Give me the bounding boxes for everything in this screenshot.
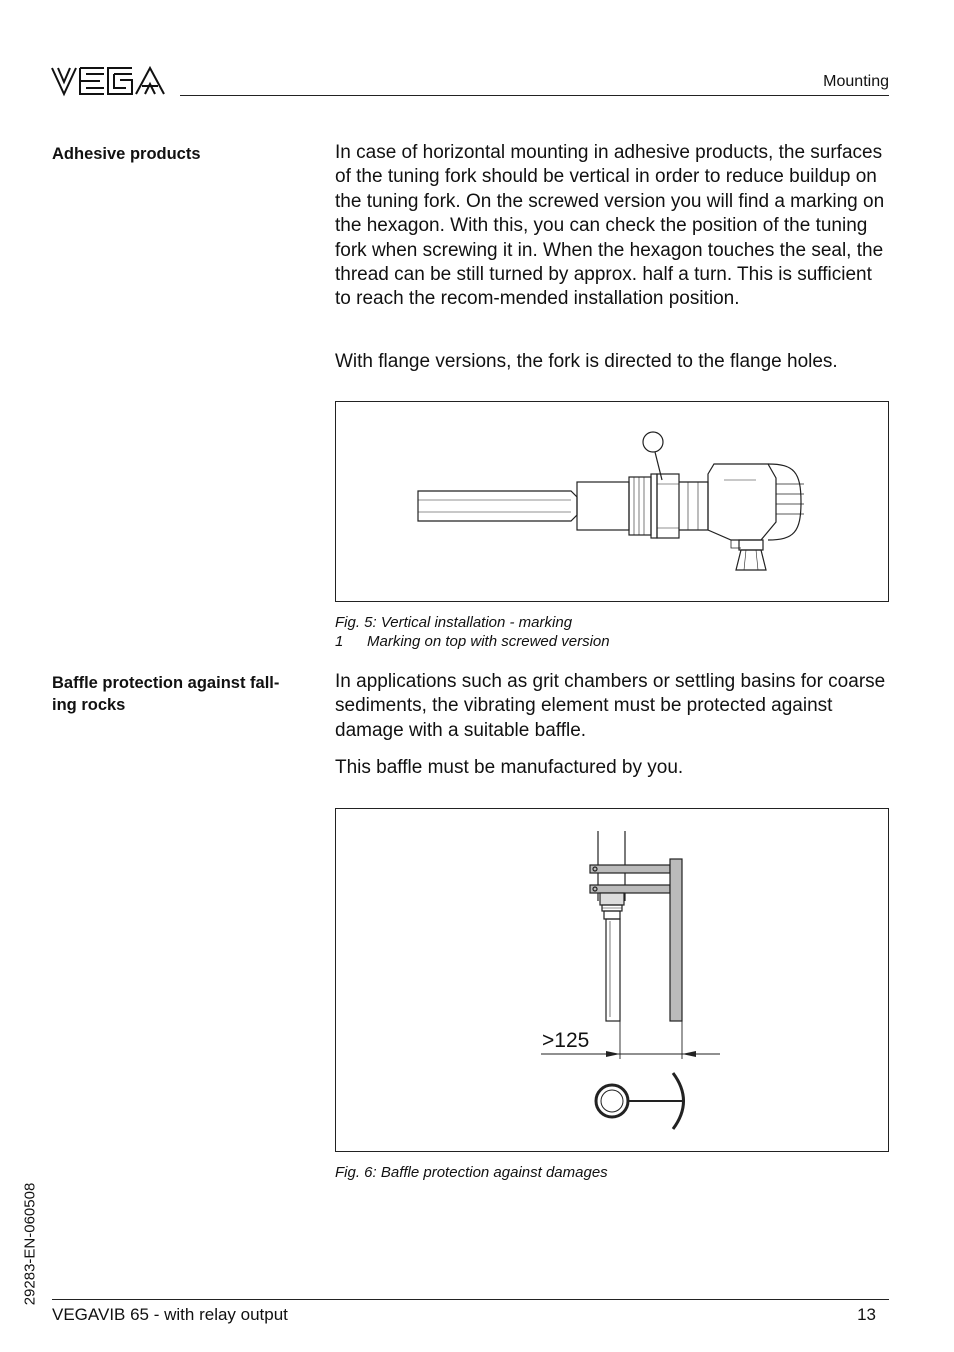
legend-text: Marking on top with screwed version: [367, 633, 610, 650]
section-heading-adhesive: Adhesive products: [52, 145, 201, 163]
footer-rule: [52, 1299, 889, 1300]
baffle-paragraph-1: In applications such as grit chambers or settling basins for coarse sediments, the vibrating element must be protected against damage with a suitable baffle.: [335, 671, 886, 741]
section-heading-baffle: [52, 672, 312, 716]
figure-5-caption: Fig. 5: Vertical installation - marking: [335, 614, 573, 631]
figure-5-frame: [335, 401, 889, 602]
vega-logo: [50, 64, 168, 98]
adhesive-paragraph-1: In case of horizontal mounting in adhesive products, the surfaces of the tuning fork should be vertical in order to reduce buildup on the tuning fork. On the screwed version you will find a marking on the hexagon. With this, you can check the position of the tuning fork when screwing it in. When the hexagon touches the seal, the thread can be still turned by approx. half a turn. This is sufficient to reach the recom-mended installation position.: [335, 142, 885, 310]
vibrating-switch-drawing: [336, 402, 888, 601]
baffle-drawing: [336, 809, 888, 1151]
section-heading-baffle-line-2: ing rocks: [52, 696, 126, 714]
baffle-paragraph-2: This baffle must be manufactured by you.: [335, 757, 684, 778]
section-heading-baffle-line-1: Baffle protection against fall-: [52, 674, 280, 692]
document-code: 29283-EN-060508: [21, 1182, 39, 1306]
figure-6-frame: [335, 808, 889, 1152]
header-rule: [180, 95, 889, 96]
figure-5-legend-item: [335, 632, 610, 651]
header-section-title: Mounting: [823, 73, 889, 90]
footer-doc-title: VEGAVIB 65 - with relay output: [52, 1305, 288, 1324]
adhesive-paragraph-2: With flange versions, the fork is directed to the flange holes.: [335, 351, 838, 372]
page-number: 13: [857, 1305, 876, 1324]
figure-6-caption: Fig. 6: Baffle protection against damages: [335, 1164, 608, 1181]
legend-number: 1: [335, 633, 344, 650]
dimension-label: >125: [542, 1029, 590, 1052]
